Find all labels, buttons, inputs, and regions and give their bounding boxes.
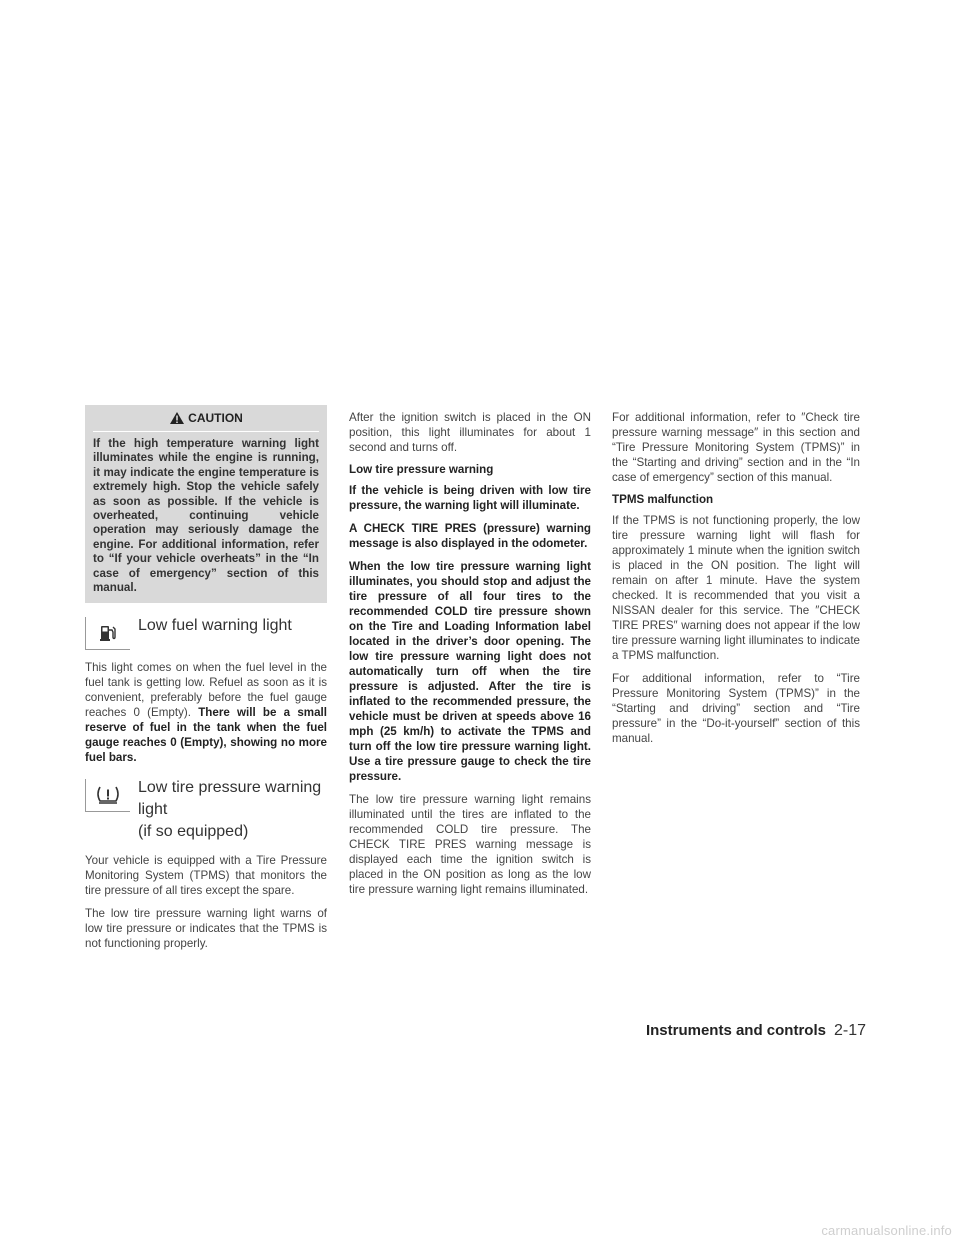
caution-text: If the high temperature warning light illuminates while the engine is running, it may indicate the engine temperature is extremely high. Stop the vehicle safely as soon as possible. If the vehicle is overheated, continuing vehicle operation may seriously damage the engine. For additional information, refer to “If your vehicle overheats” in the “In case of emergency” section of this manual. (93, 437, 319, 595)
tpms-title (138, 777, 327, 843)
low-tire-paragraph-5: For additional information, refer to ″Check tire pressure warning message″ in this section and “Tire Pressure Monitoring System (TPMS)” in the “Starting and driving” section and in the “In case of emergency” section of this manual. (612, 411, 860, 484)
low-fuel-body (85, 660, 327, 765)
caution-heading (93, 411, 319, 432)
tpms-malfunction-heading: TPMS malfunction (612, 493, 714, 506)
low-tire-bold-2: A CHECK TIRE PRES (pressure) warning message is also displayed in the odometer. (349, 522, 591, 550)
tpms-paragraph-1: Your vehicle is equipped with a Tire Pressure Monitoring System (TPMS) that monitors the tire pressure of all tires except the spare. (85, 854, 327, 898)
low-fuel-title: Low fuel warning light (138, 617, 292, 635)
low-tire-bold-3: When the low tire pressure warning light illuminates, you should stop and adjust the tire pressure of all four tires to the recommended COLD tire pressure shown on the Tire and Loading Information label located in the driver’s door opening. The low tire pressure warning light does not automatically turn off when the tire pressure is adjusted. After the tire is inflated to the recommended pressure, the vehicle must be driven at speeds above 16 mph (25 km/h) to activate the TPMS and turn off the low tire pressure warning light. Use a tire pressure gauge to check the tire pressure. (349, 560, 591, 783)
fuel-icon-box (85, 617, 130, 650)
low-tire-bold-1: If the vehicle is being driven with low tire pressure, the warning light will illuminate. (349, 484, 591, 512)
fuel-pump-icon (98, 623, 118, 643)
low-tire-paragraph-4: The low tire pressure warning light remains illuminated until the tires are inflated to the recommended COLD tire pressure. The CHECK TIRE PRES warning message is displayed each time the ignition switch is placed in the ON position as long as the low tire pressure warning light remains illuminated. (349, 793, 591, 896)
warning-triangle-icon (169, 411, 185, 425)
caution-heading-text: CAUTION (188, 411, 243, 425)
tire-pressure-icon (94, 785, 122, 805)
tpms-title-line1: Low tire pressure warning light (138, 779, 322, 819)
page-footer (646, 1022, 866, 1040)
column-left (85, 405, 327, 959)
low-fuel-body-normal: This light comes on when the fuel level in the fuel tank is getting low. Refuel as soon as it is convenient, preferably before the fuel gauge reaches 0 (Empty). (85, 661, 327, 720)
footer-page-number: 2-17 (833, 1022, 866, 1039)
column-middle (349, 410, 591, 897)
tpms-paragraph-2: The low tire pressure warning light warns of low tire pressure or indicates that the TPMS is not functioning properly. (85, 907, 327, 951)
column-right (612, 410, 860, 754)
watermark: carmanualsonline.info (821, 1223, 952, 1238)
footer-section-title: Instruments and controls (645, 1022, 826, 1039)
tpms-malfunction-paragraph-1: If the TPMS is not functioning properly, the low tire pressure warning light will flash for approximately 1 minute when the ignition switch is placed in the ON position. The light will remain on after 1 minute. Have the system checked. It is recommended that you visit a NISSAN dealer for this service. The ″CHECK TIRE PRES″ warning does not appear if the low tire pressure warning light illuminates to indicate a TPMS malfunction. (612, 514, 860, 662)
caution-box (85, 405, 327, 603)
tpms-malfunction-paragraph-2: For additional information, refer to “Tire Pressure Monitoring System (TPMS)” in the “Starting and driving” section and “Tire pressure” in the “Do-it-yourself” section of this manual. (612, 672, 860, 745)
tpms-icon-box (85, 779, 130, 812)
low-tire-warning-heading: Low tire pressure warning (349, 463, 494, 476)
tpms-title-line2: (if so equipped) (138, 823, 249, 841)
low-fuel-heading (85, 615, 327, 650)
tpms-paragraph-3: After the ignition switch is placed in the ON position, this light illuminates for about 1 second and turns off. (349, 411, 591, 454)
tpms-heading (85, 777, 327, 843)
low-fuel-body-bold: There will be a small reserve of fuel in the tank when the fuel gauge reaches 0 (Empty), showing no more fuel bars. (85, 706, 328, 765)
